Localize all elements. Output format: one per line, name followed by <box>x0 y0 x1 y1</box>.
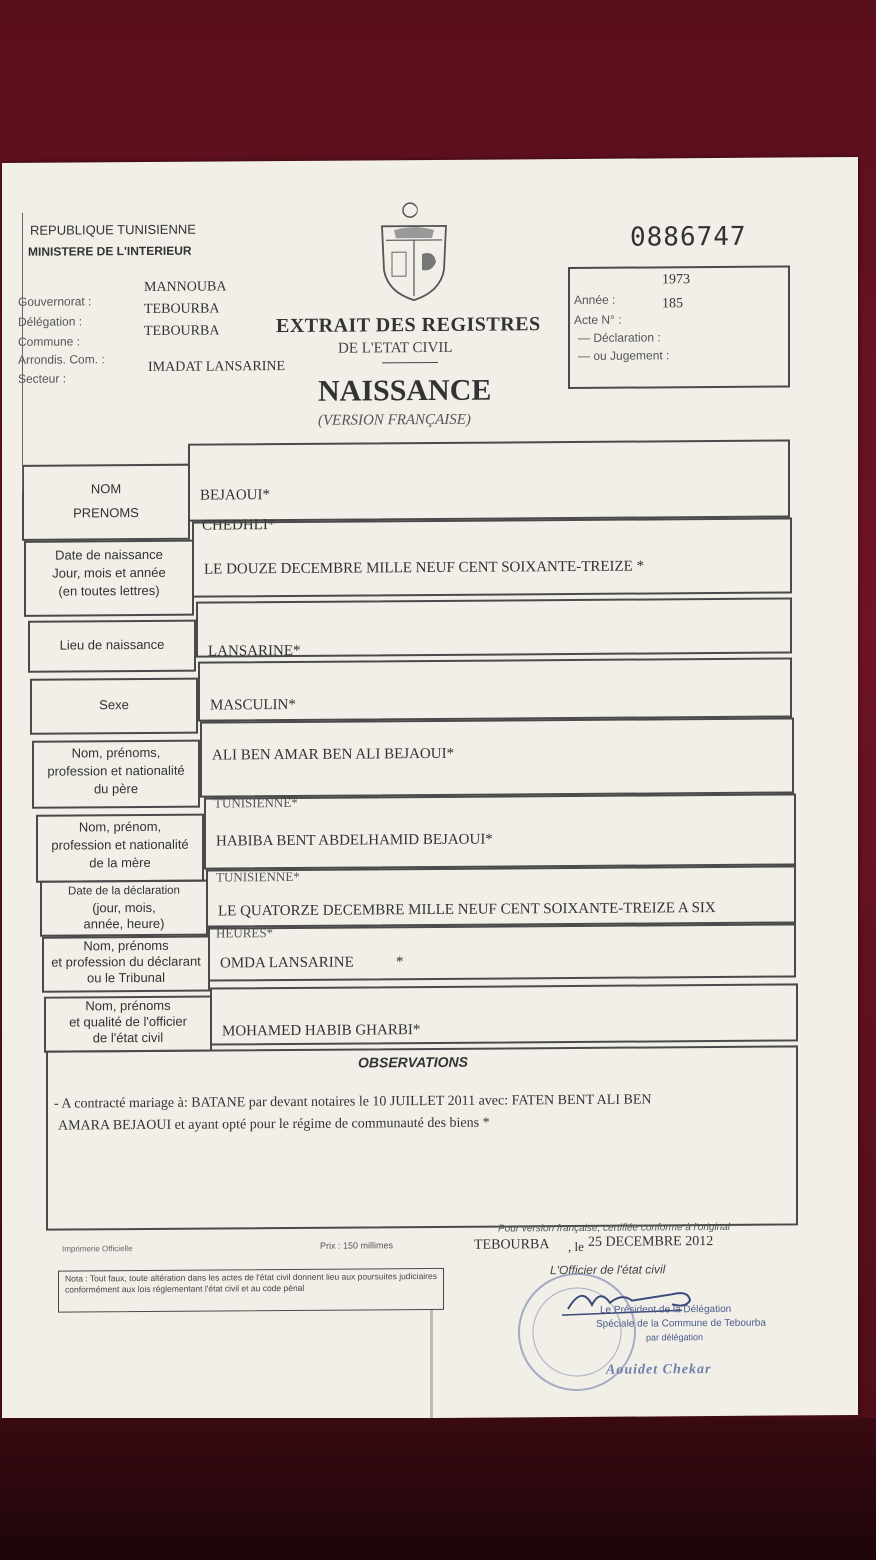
declaration-date-label-3: année, heure) <box>83 915 165 932</box>
lieu-label-box <box>28 620 196 673</box>
date-label-box <box>24 540 194 617</box>
table-surface <box>0 1418 876 1560</box>
mother-nationality: TUNISIENNE* <box>216 868 300 885</box>
sexe-value-box <box>198 657 792 721</box>
delegation-label: Délégation : <box>18 314 83 329</box>
certification-text: Pour version française, certifiée conforme à l'original <box>498 1221 731 1235</box>
acte-number-value: 185 <box>662 296 683 312</box>
sexe-label-box <box>30 678 198 735</box>
declaration-label: — Déclaration : <box>578 330 661 345</box>
officer-signature-label: L'Officier de l'état civil <box>550 1262 666 1278</box>
father-value: ALI BEN AMAR BEN ALI BEJAOUI* <box>212 745 455 764</box>
officier-label-2: et qualité de l'officier <box>69 1013 187 1030</box>
observations-line-2: AMARA BEJAOUI et ayant opté pour le régime de communauté des biens * <box>58 1115 490 1134</box>
paper-crease <box>430 1310 433 1420</box>
birth-place-value: LANSARINE* <box>208 642 301 660</box>
acte-number-label: Acte N° : <box>574 312 622 327</box>
declarant-label-3: ou le Tribunal <box>86 969 166 986</box>
ministry-name: MINISTERE DE L'INTERIEUR <box>28 243 192 259</box>
mere-label-2: profession et nationalité <box>51 836 189 853</box>
tunisia-coat-of-arms-icon <box>374 200 454 305</box>
mother-value: HABIBA BENT ABDELHAMID BEJAOUI* <box>216 831 493 850</box>
sexe-label: Sexe <box>99 697 129 713</box>
declaration-date-label-1: Date de la déclaration <box>68 884 180 898</box>
date-label-3: (en toutes lettres) <box>58 582 160 599</box>
father-nationality: TUNISIENNE* <box>214 794 298 811</box>
lieu-value-box <box>196 597 792 660</box>
observations-box <box>46 1045 798 1230</box>
nom-label-box <box>22 464 190 541</box>
mere-value-box <box>204 793 796 869</box>
nom-value-box <box>188 439 790 521</box>
stamp-line-3: par délégation <box>646 1332 704 1343</box>
officier-label-1: Nom, prénoms <box>85 997 171 1014</box>
prenoms-value: CHEDHLI* <box>202 517 276 534</box>
delegation-value: TEBOURBA <box>144 301 220 317</box>
pere-value-box <box>200 717 794 797</box>
legal-note: Nota : Tout faux, toute altération dans les actes de l'état civil donnent lieu aux poursuites judiciaires conformément aux lois réglementant l'état civil et au code pénal <box>65 1270 437 1295</box>
printer-label: Imprimerie Officielle <box>62 1244 133 1254</box>
officier-label-3: de l'état civil <box>92 1029 164 1046</box>
declaration-label-box <box>40 880 208 937</box>
mere-label-box <box>36 814 204 883</box>
stamp-line-1: Le Président de la Délégation <box>600 1303 732 1316</box>
pere-label-box <box>32 740 200 809</box>
document-type-title: NAISSANCE <box>318 373 492 408</box>
sex-value: MASCULIN* <box>210 696 296 714</box>
pere-label-2: profession et nationalité <box>47 762 185 779</box>
price-label: Prix : 150 millimes <box>320 1240 394 1251</box>
declarant-label-2: et profession du déclarant <box>51 953 201 970</box>
prenoms-label: PRENOMS <box>73 505 139 521</box>
gouvernorat-label: Gouvernorat : <box>18 294 92 309</box>
country-name: REPUBLIQUE TUNISIENNE <box>30 221 196 238</box>
officer-value: MOHAMED HABIB GHARBI* <box>222 1022 421 1040</box>
date-label-1: Date de naissance <box>55 546 163 563</box>
secteur-label: Secteur : <box>18 371 67 386</box>
jugement-label: — ou Jugement : <box>578 348 670 363</box>
commune-value: TEBOURBA <box>144 323 220 339</box>
declarant-value-box <box>208 923 796 981</box>
civil-status-subtitle: DE L'ETAT CIVIL <box>338 339 453 357</box>
issue-le: , le <box>568 1238 584 1255</box>
birth-certificate-document <box>2 157 858 1421</box>
annee-value: 1973 <box>662 272 690 288</box>
issue-place: TEBOURBA <box>474 1237 550 1253</box>
officier-value-box <box>210 983 798 1045</box>
stamp-signature-name: Aouidet Chekar <box>606 1362 712 1378</box>
commune-label: Commune : <box>18 334 81 349</box>
officier-label-box <box>44 996 212 1053</box>
legal-note-box <box>58 1268 444 1313</box>
mere-label-1: Nom, prénom, <box>78 818 162 835</box>
issue-date: 25 DECEMBRE 2012 <box>588 1234 714 1250</box>
declaration-date-value-2: HEURES* <box>216 925 274 941</box>
date-value-box <box>192 517 792 597</box>
stamp-line-2: Spéciale de la Commune de Tebourba <box>596 1317 766 1330</box>
pere-label-3: du père <box>93 781 139 797</box>
lieu-label: Lieu de naissance <box>59 636 165 653</box>
nom-label: NOM <box>90 481 122 497</box>
registry-title: EXTRAIT DES REGISTRES <box>276 313 541 338</box>
arrondis-label: Arrondis. Com. : <box>18 352 105 367</box>
observations-line-1: - A contracté mariage à: BATANE par devant notaires le 10 JUILLET 2011 avec: FATEN BENT ALI BEN <box>54 1092 652 1112</box>
secteur-value: IMADAT LANSARINE <box>148 359 286 375</box>
declaration-date-value: LE QUATORZE DECEMBRE MILLE NEUF CENT SOIXANTE-TREIZE A SIX <box>218 900 716 920</box>
birth-date-value: LE DOUZE DECEMBRE MILLE NEUF CENT SOIXANTE-TREIZE * <box>204 558 645 578</box>
declarant-label-1: Nom, prénoms <box>83 937 169 954</box>
declaration-value-box <box>206 865 796 927</box>
acte-info-box <box>568 265 790 389</box>
mere-label-3: de la mère <box>89 854 151 871</box>
gouvernorat-value: MANNOUBA <box>144 279 227 295</box>
version-label: (VERSION FRANÇAISE) <box>318 411 471 429</box>
declarant-label-box <box>42 936 210 993</box>
declarant-value: OMDA LANSARINE <box>220 954 354 972</box>
title-divider <box>382 362 438 363</box>
annee-label: Année : <box>574 292 616 307</box>
declarant-mark: * <box>396 954 404 971</box>
nom-value: BEJAOUI* <box>200 487 270 504</box>
date-label-2: Jour, mois et année <box>52 564 166 581</box>
pere-label-1: Nom, prénoms, <box>71 744 161 761</box>
serial-number: 0886747 <box>630 221 747 253</box>
observations-title: OBSERVATIONS <box>358 1053 468 1071</box>
margin-line <box>22 213 23 493</box>
declaration-date-label-2: (jour, mois, <box>92 899 156 916</box>
